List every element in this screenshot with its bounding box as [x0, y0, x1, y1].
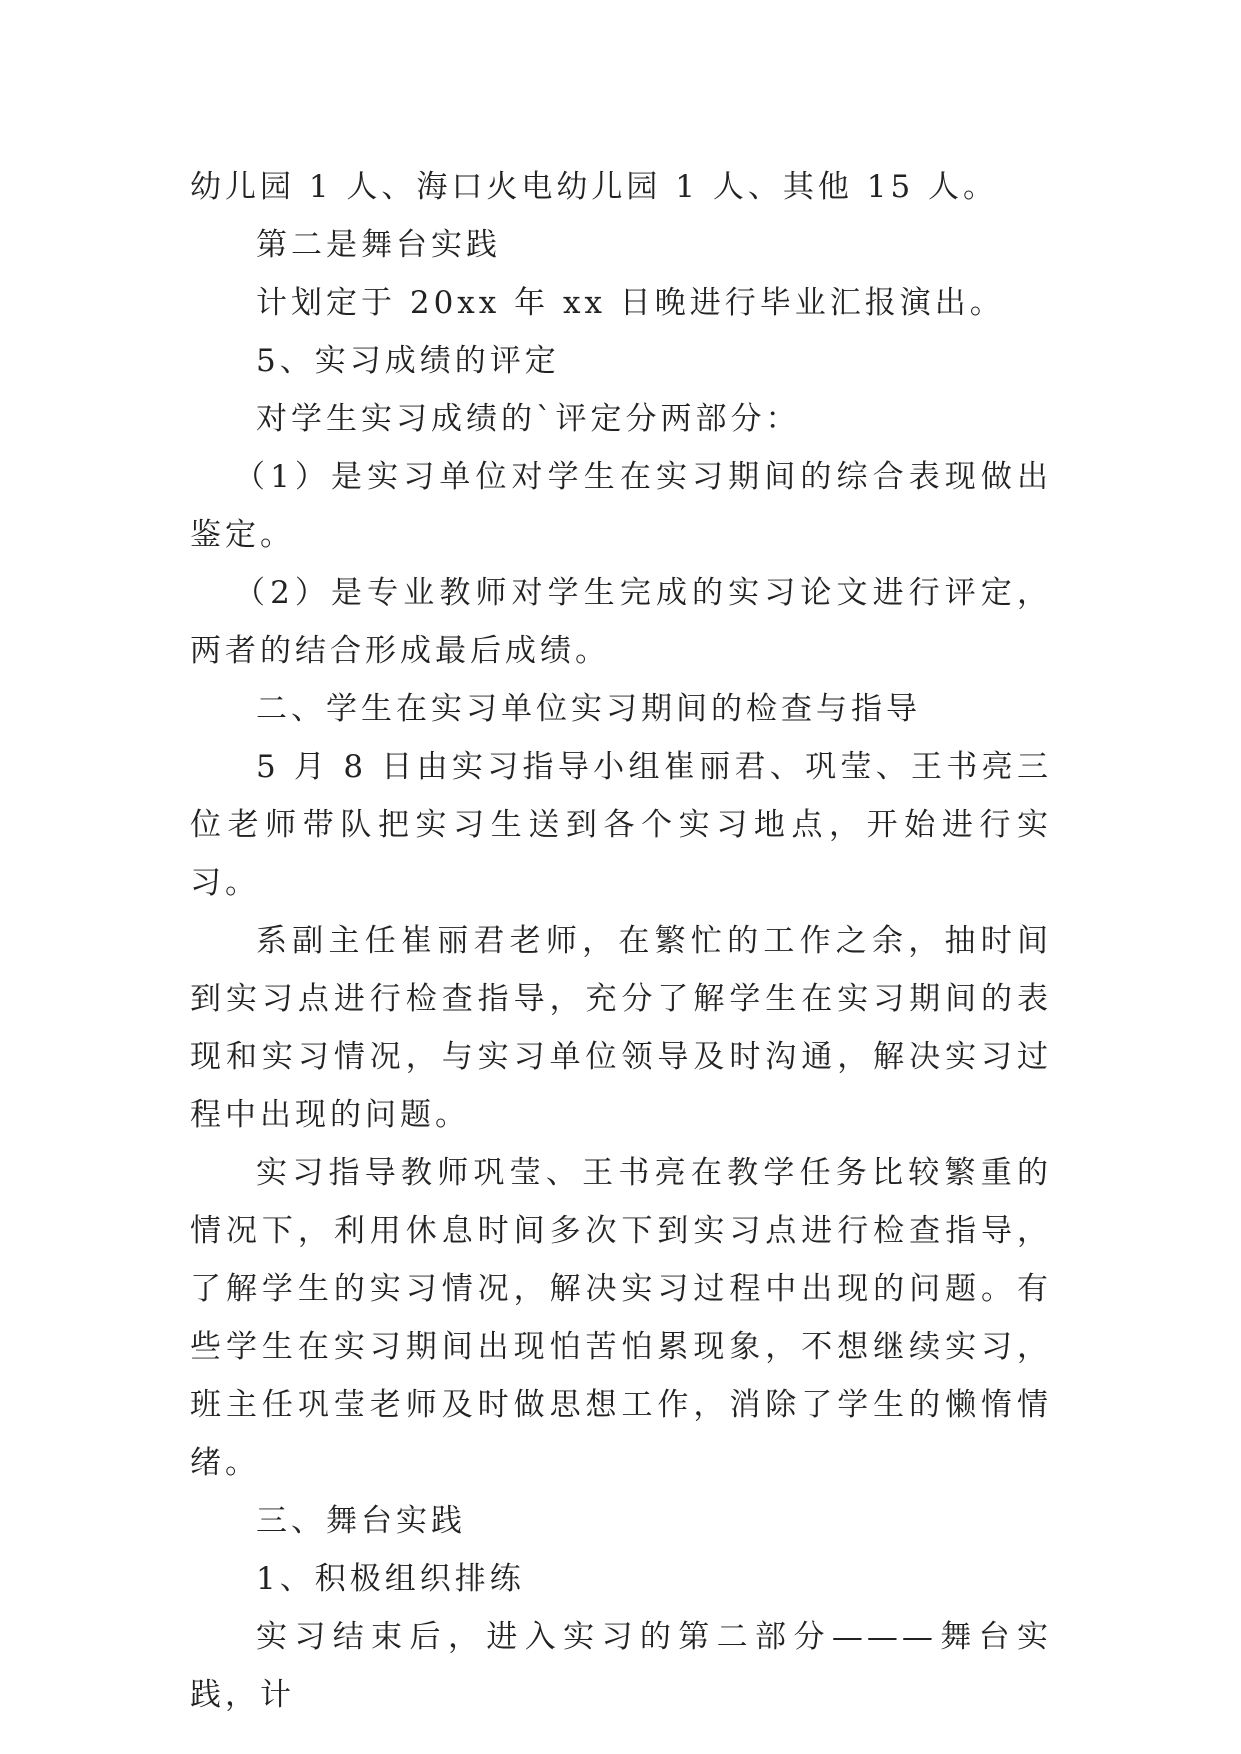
paragraph-4: 5、实习成绩的评定 — [256, 343, 560, 379]
document-body — [190, 158, 1052, 1724]
paragraph-7: （2）是专业教师对学生完成的实习论文进行评定，两者的结合形成最后成绩。 — [190, 575, 1052, 669]
paragraph-9: 5 月 8 日由实习指导小组崔丽君、巩莹、王书亮三位老师带队把实习生送到各个实习地点，开始进行实习。 — [190, 749, 1052, 901]
paragraph-1: 幼儿园 1 人、海口火电幼儿园 1 人、其他 15 人。 — [190, 169, 999, 205]
paragraph-5: 对学生实习成绩的`评定分两部分： — [256, 401, 801, 437]
paragraph-10: 系副主任崔丽君老师，在繁忙的工作之余，抽时间到实习点进行检查指导，充分了解学生在实习期间的表现和实习情况，与实习单位领导及时沟通，解决实习过程中出现的问题。 — [190, 923, 1052, 1133]
paragraph-8: 二、学生在实习单位实习期间的检查与指导 — [256, 691, 921, 727]
paragraph-3: 计划定于 20xx 年 xx 日晚进行毕业汇报演出。 — [256, 285, 1005, 321]
paragraph-6: （1）是实习单位对学生在实习期间的综合表现做出鉴定。 — [190, 459, 1052, 553]
paragraph-14: 实习结束后，进入实习的第二部分———舞台实践，计 — [190, 1619, 1052, 1713]
paragraph-13: 1、积极组织排练 — [256, 1561, 525, 1597]
paragraph-2: 第二是舞台实践 — [256, 227, 501, 263]
paragraph-12: 三、舞台实践 — [256, 1503, 466, 1539]
paragraph-11: 实习指导教师巩莹、王书亮在教学任务比较繁重的情况下，利用休息时间多次下到实习点进行检查指导，了解学生的实习情况，解决实习过程中出现的问题。有些学生在实习期间出现怕苦怕累现象，不想继续实习，班主任巩莹老师及时做思想工作，消除了学生的懒惰情绪。 — [190, 1155, 1052, 1481]
